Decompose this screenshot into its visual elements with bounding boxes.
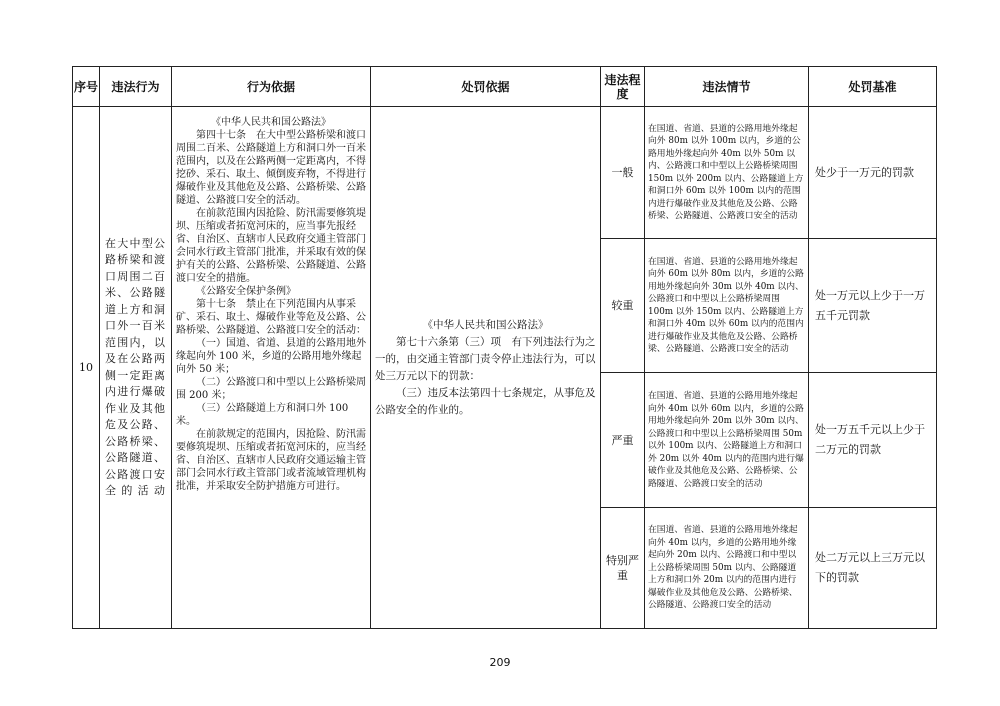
basis-item-2: （二）公路渡口和中型以上公路桥梁周围 200 米；: [176, 377, 366, 401]
header-seq: 序号: [73, 67, 100, 107]
basis-article-17-paragraph-2: 在前款规定的范围内，因抢险、防汛需要修筑堤坝、压缩或者拓宽河床的，应当经省、自治区、直辖市人民政府交通运输主管部门会同水行政主管部门或者流域管理机构批准，并采取安全防护措施方可进行。: [176, 429, 366, 492]
row-seq: 10: [73, 107, 100, 629]
standard-severe: 处一万五千元以上少于二万元的罚款: [809, 373, 937, 508]
table-row: [73, 107, 937, 239]
header-row: [73, 67, 937, 107]
penalty-table: [72, 66, 937, 629]
basis-item-3: （三）公路隧道上方和洞口外 100 米。: [176, 403, 349, 427]
row-penalty-basis: [371, 107, 601, 629]
basis-article-17: 第十七条 禁止在下列范围内从事采矿、采石、取土、爆破作业等危及公路、公路桥梁、公路隧道、公路渡口安全的活动：: [176, 299, 366, 336]
standard-especially-severe: 处二万元以上三万元以下的罚款: [809, 508, 937, 629]
penalty-article: 第七十六条第（三）项 有下列违法行为之一的，由交通主管部门责令停止违法行为，可以处三万元以下的罚款：: [375, 335, 596, 382]
degree-serious: 较重: [601, 239, 645, 373]
basis-law-title: 《中华人民共和国公路法》: [211, 117, 331, 128]
degree-especially-severe: 特别严重: [601, 508, 645, 629]
standard-serious: 处一万元以上少于一万五千元罚款: [809, 239, 937, 373]
header-standard: 处罚基准: [809, 67, 937, 107]
circumstance-general: 在国道、省道、县道的公路用地外缘起向外 80m 以外 100m 以内，乡道的公路用地外缘起向外 40m 以外 50m 以内、公路渡口和中型以上公路桥梁周围 150m 以外 200m 以内、公路隧道上方和洞口外 60m 以外 100m 以内的范围内进行爆破作业及其他危及公路、公路桥梁、公路隧道、公路渡口安全的活动: [645, 107, 809, 239]
circumstance-serious: 在国道、省道、县道的公路用地外缘起向外 60m 以外 80m 以内，乡道的公路用地外缘起向外 30m 以外 40m 以内、公路渡口和中型以上公路桥梁周围 100m 以外 150m 以内、公路隧道上方和洞口外 40m 以外 60m 以内的范围内进行爆破作业及其他危及公路、公路桥梁、公路隧道、公路渡口安全的活动: [645, 239, 809, 373]
basis-item-1: （一）国道、省道、县道的公路用地外缘起向外 100 米，乡道的公路用地外缘起向外 50 米；: [176, 338, 366, 375]
header-circumstance: 违法情节: [645, 67, 809, 107]
penalty-law-title: 《中华人民共和国公路法》: [422, 318, 549, 331]
header-basis: 行为依据: [172, 67, 371, 107]
degree-general: 一般: [601, 107, 645, 239]
row-basis: [172, 107, 371, 629]
basis-article-47: 第四十七条 在大中型公路桥梁和渡口周围二百米、公路隧道上方和洞口外一百米范围内，以及在公路两侧一定距离内，不得挖砂、采石、取土、倾倒废弃物，不得进行爆破作业及其他危及公路、公路桥梁、公路隧道、公路渡口安全的活动。: [176, 130, 366, 206]
page-number: 209: [489, 656, 511, 669]
header-action: 违法行为: [100, 67, 172, 107]
standard-general: 处少于一万元的罚款: [809, 107, 937, 239]
row-action: 在大中型公路桥梁和渡口周围二百米、公路隧道上方和洞口外一百米范围内，以及在公路两侧一定距离内进行爆破作业及其他危及公路、公路桥梁、公路隧道、公路渡口安全的活动: [100, 107, 172, 629]
basis-article-47-paragraph-2: 在前款范围内因抢险、防汛需要修筑堤坝、压缩或者拓宽河床的，应当事先报经省、自治区、直辖市人民政府交通主管部门会同水行政主管部门批准，并采取有效的保护有关的公路、公路桥梁、公路隧道、公路渡口安全的措施。: [176, 208, 366, 284]
degree-severe: 严重: [601, 373, 645, 508]
header-penalty-basis: 处罚依据: [371, 67, 601, 107]
circumstance-especially-severe: 在国道、省道、县道的公路用地外缘起向外 40m 以内，乡道的公路用地外缘起向外 20m 以内、公路渡口和中型以上公路桥梁周围 50m 以内、公路隧道上方和洞口外 20m 以内的范围内进行爆破作业及其他危及公路、公路桥梁、公路隧道、公路渡口安全的活动: [645, 508, 809, 629]
header-degree: 违法程度: [601, 67, 645, 107]
circumstance-severe: 在国道、省道、县道的公路用地外缘起向外 40m 以外 60m 以内，乡道的公路用地外缘起向外 20m 以外 30m 以内、公路渡口和中型以上公路桥梁周围 50m 以外 100m 以内、公路隧道上方和洞口外 20m 以外 40m 以内的范围内进行爆破作业及其他危及公路、公路桥梁、公路隧道、公路渡口安全的活动: [645, 373, 809, 508]
penalty-item: （三）违反本法第四十七条规定，从事危及公路安全的作业的。: [375, 386, 596, 416]
basis-regulation-title: 《公路安全保护条例》: [196, 286, 296, 297]
